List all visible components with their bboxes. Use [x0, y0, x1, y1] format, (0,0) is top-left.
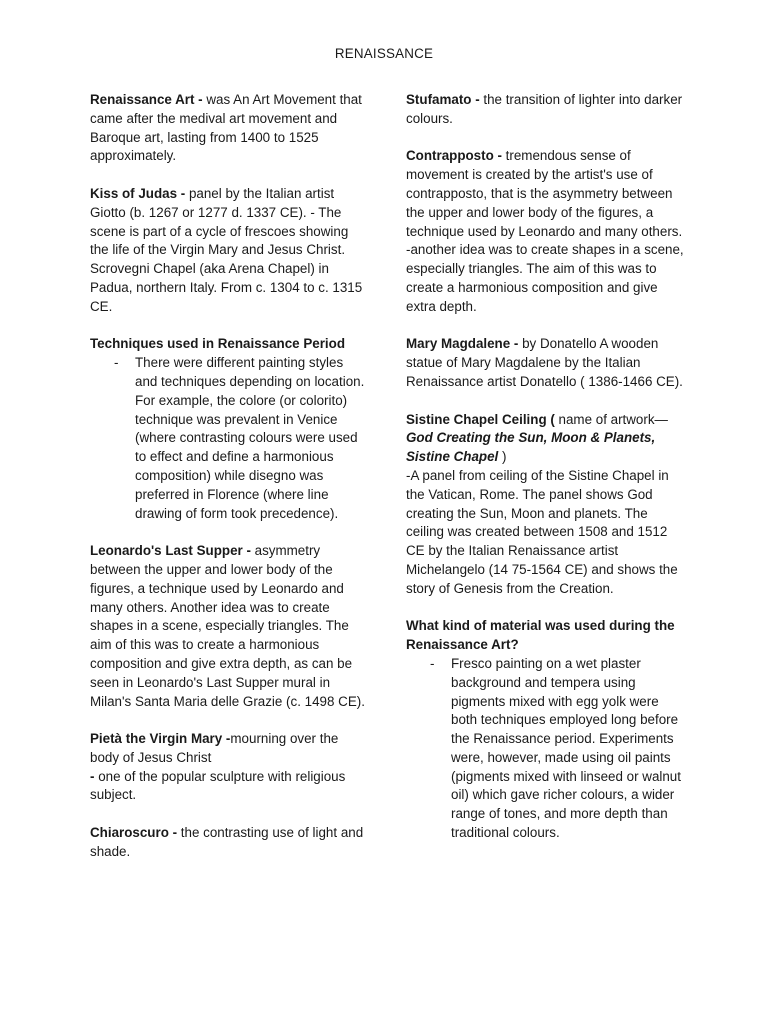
entry-text [406, 335, 688, 391]
definition-sistine-chapel: name of artwork— [554, 411, 668, 427]
definition-kiss-of-judas: panel by the Italian artist Giotto (b. 1267 or 1277 d. 1337 CE). - The scene is part of a cycle of frescoes showing the life of the Virgin Mary and Jesus Christ. Scrovegni Chapel (aka Arena Chapel) in Padua, northern Italy. From c. 1304 to c. 1315 CE. [90, 185, 363, 314]
entry-sistine-chapel [406, 411, 688, 599]
term-chiaroscuro: Chiaroscuro - [90, 825, 178, 841]
techniques-list [90, 354, 366, 523]
definition-mary-magdalene: by Donatello A wooden statue of Mary Magdalene by the Italian Renaissance artist Donatello ( 1386-1466 CE). [406, 336, 683, 389]
heading-techniques: Techniques used in Renaissance Period [90, 336, 345, 352]
list-item: - Fresco painting on a wet plaster background and tempera using pigments mixed with egg yolk were both techniques employed long before the Renaissance period. Experiments were, however, made using oil paints (pigments mixed with linseed or walnut oil) which gave richer colours, a wider range of tones, and more depth than traditional colours. [451, 655, 688, 843]
artwork-title: God Creating the Sun, Moon & Planets, Sistine Chapel [406, 430, 656, 465]
definition-renaissance-art: was An Art Movement that came after the medival art movement and Baroque art, lasting from 1400 to 1525 approximately. [90, 92, 362, 164]
entry-text: -A panel from ceiling of the Sistine Chapel in the Vatican, Rome. The panel shows God creating the Sun, Moon and planets. The ceiling was created between 1508 and 1512 CE by the Italian Renaissance artist Michelangelo (14 75-1564 CE) and shows the story of Genesis from the Creation. [406, 467, 678, 596]
entry-text [90, 91, 366, 166]
entry-mary-magdalene [406, 335, 688, 391]
term-last-supper: Leonardo's Last Supper - [90, 543, 251, 559]
entry-chiaroscuro [90, 824, 366, 862]
material-list [406, 655, 688, 843]
list-item: - There were different painting styles and techniques depending on location. For example, the colore (or colorito) technique was prevalent in Venice (where contrasting colours were used to effect and define a harmonious composition) while disegno was preferred in Florence (where line drawing of form took precedence). [135, 354, 366, 523]
entry-text [90, 730, 366, 768]
dash-marker: - [90, 768, 95, 784]
term-mary-magdalene: Mary Magdalene - [406, 336, 519, 352]
entry-techniques [90, 335, 366, 523]
closing-paren: ) [498, 449, 507, 465]
entry-last-supper [90, 542, 366, 711]
entry-renaissance-art [90, 91, 366, 166]
term-kiss-of-judas: Kiss of Judas - [90, 185, 186, 201]
term-renaissance-art: Renaissance Art - [90, 92, 203, 107]
definition-stufamato: the transition of lighter into darker colours. [406, 92, 683, 126]
entry-text [90, 768, 366, 806]
entry-material [406, 617, 688, 843]
definition-contrapposto: tremendous sense of movement is created by the artist's use of contrapposto, that is the asymmetry between the upper and lower body of the figures, a technique used by Leonardo and many others. [406, 148, 683, 239]
entry-text [90, 542, 366, 711]
entry-text [90, 824, 366, 862]
entry-kiss-of-judas [90, 185, 366, 317]
right-column [406, 91, 688, 862]
entry-text: -another idea was to create shapes in a scene, especially triangles. The aim of this was to create a harmonious composition and give extra depth. [406, 242, 684, 314]
definition-pieta-line2: one of the popular sculpture with religious subject. [90, 768, 346, 803]
definition-last-supper: asymmetry between the upper and lower body of the figures, a technique used by Leonardo and many others. Another idea was to create shapes in a scene, especially triangles. The aim of this was to create a harmonious composition and give extra depth, as can be seen in Leonardo's Last Supper mural in Milan's Santa Maria delle Grazie (c. 1498 CE). [90, 543, 365, 709]
entry-stufamato [406, 91, 688, 129]
entry-text [406, 91, 688, 129]
term-pieta: Pietà the Virgin Mary - [90, 731, 231, 747]
left-column [90, 91, 366, 880]
entry-contrapposto [406, 147, 688, 316]
definition-pieta: mourning over the body of Jesus Christ [90, 731, 339, 765]
heading-material: What kind of material was used during the Renaissance Art? [406, 618, 675, 653]
entry-text [406, 147, 688, 241]
entry-text [90, 185, 366, 317]
term-stufamato: Stufamato - [406, 92, 480, 107]
entry-text [406, 411, 688, 467]
definition-chiaroscuro: the contrasting use of light and shade. [90, 825, 364, 859]
term-contrapposto: Contrapposto - [406, 148, 502, 164]
entry-pieta [90, 730, 366, 805]
term-sistine-chapel: Sistine Chapel Ceiling ( [406, 411, 555, 427]
page-title: RENAISSANCE [334, 46, 434, 61]
